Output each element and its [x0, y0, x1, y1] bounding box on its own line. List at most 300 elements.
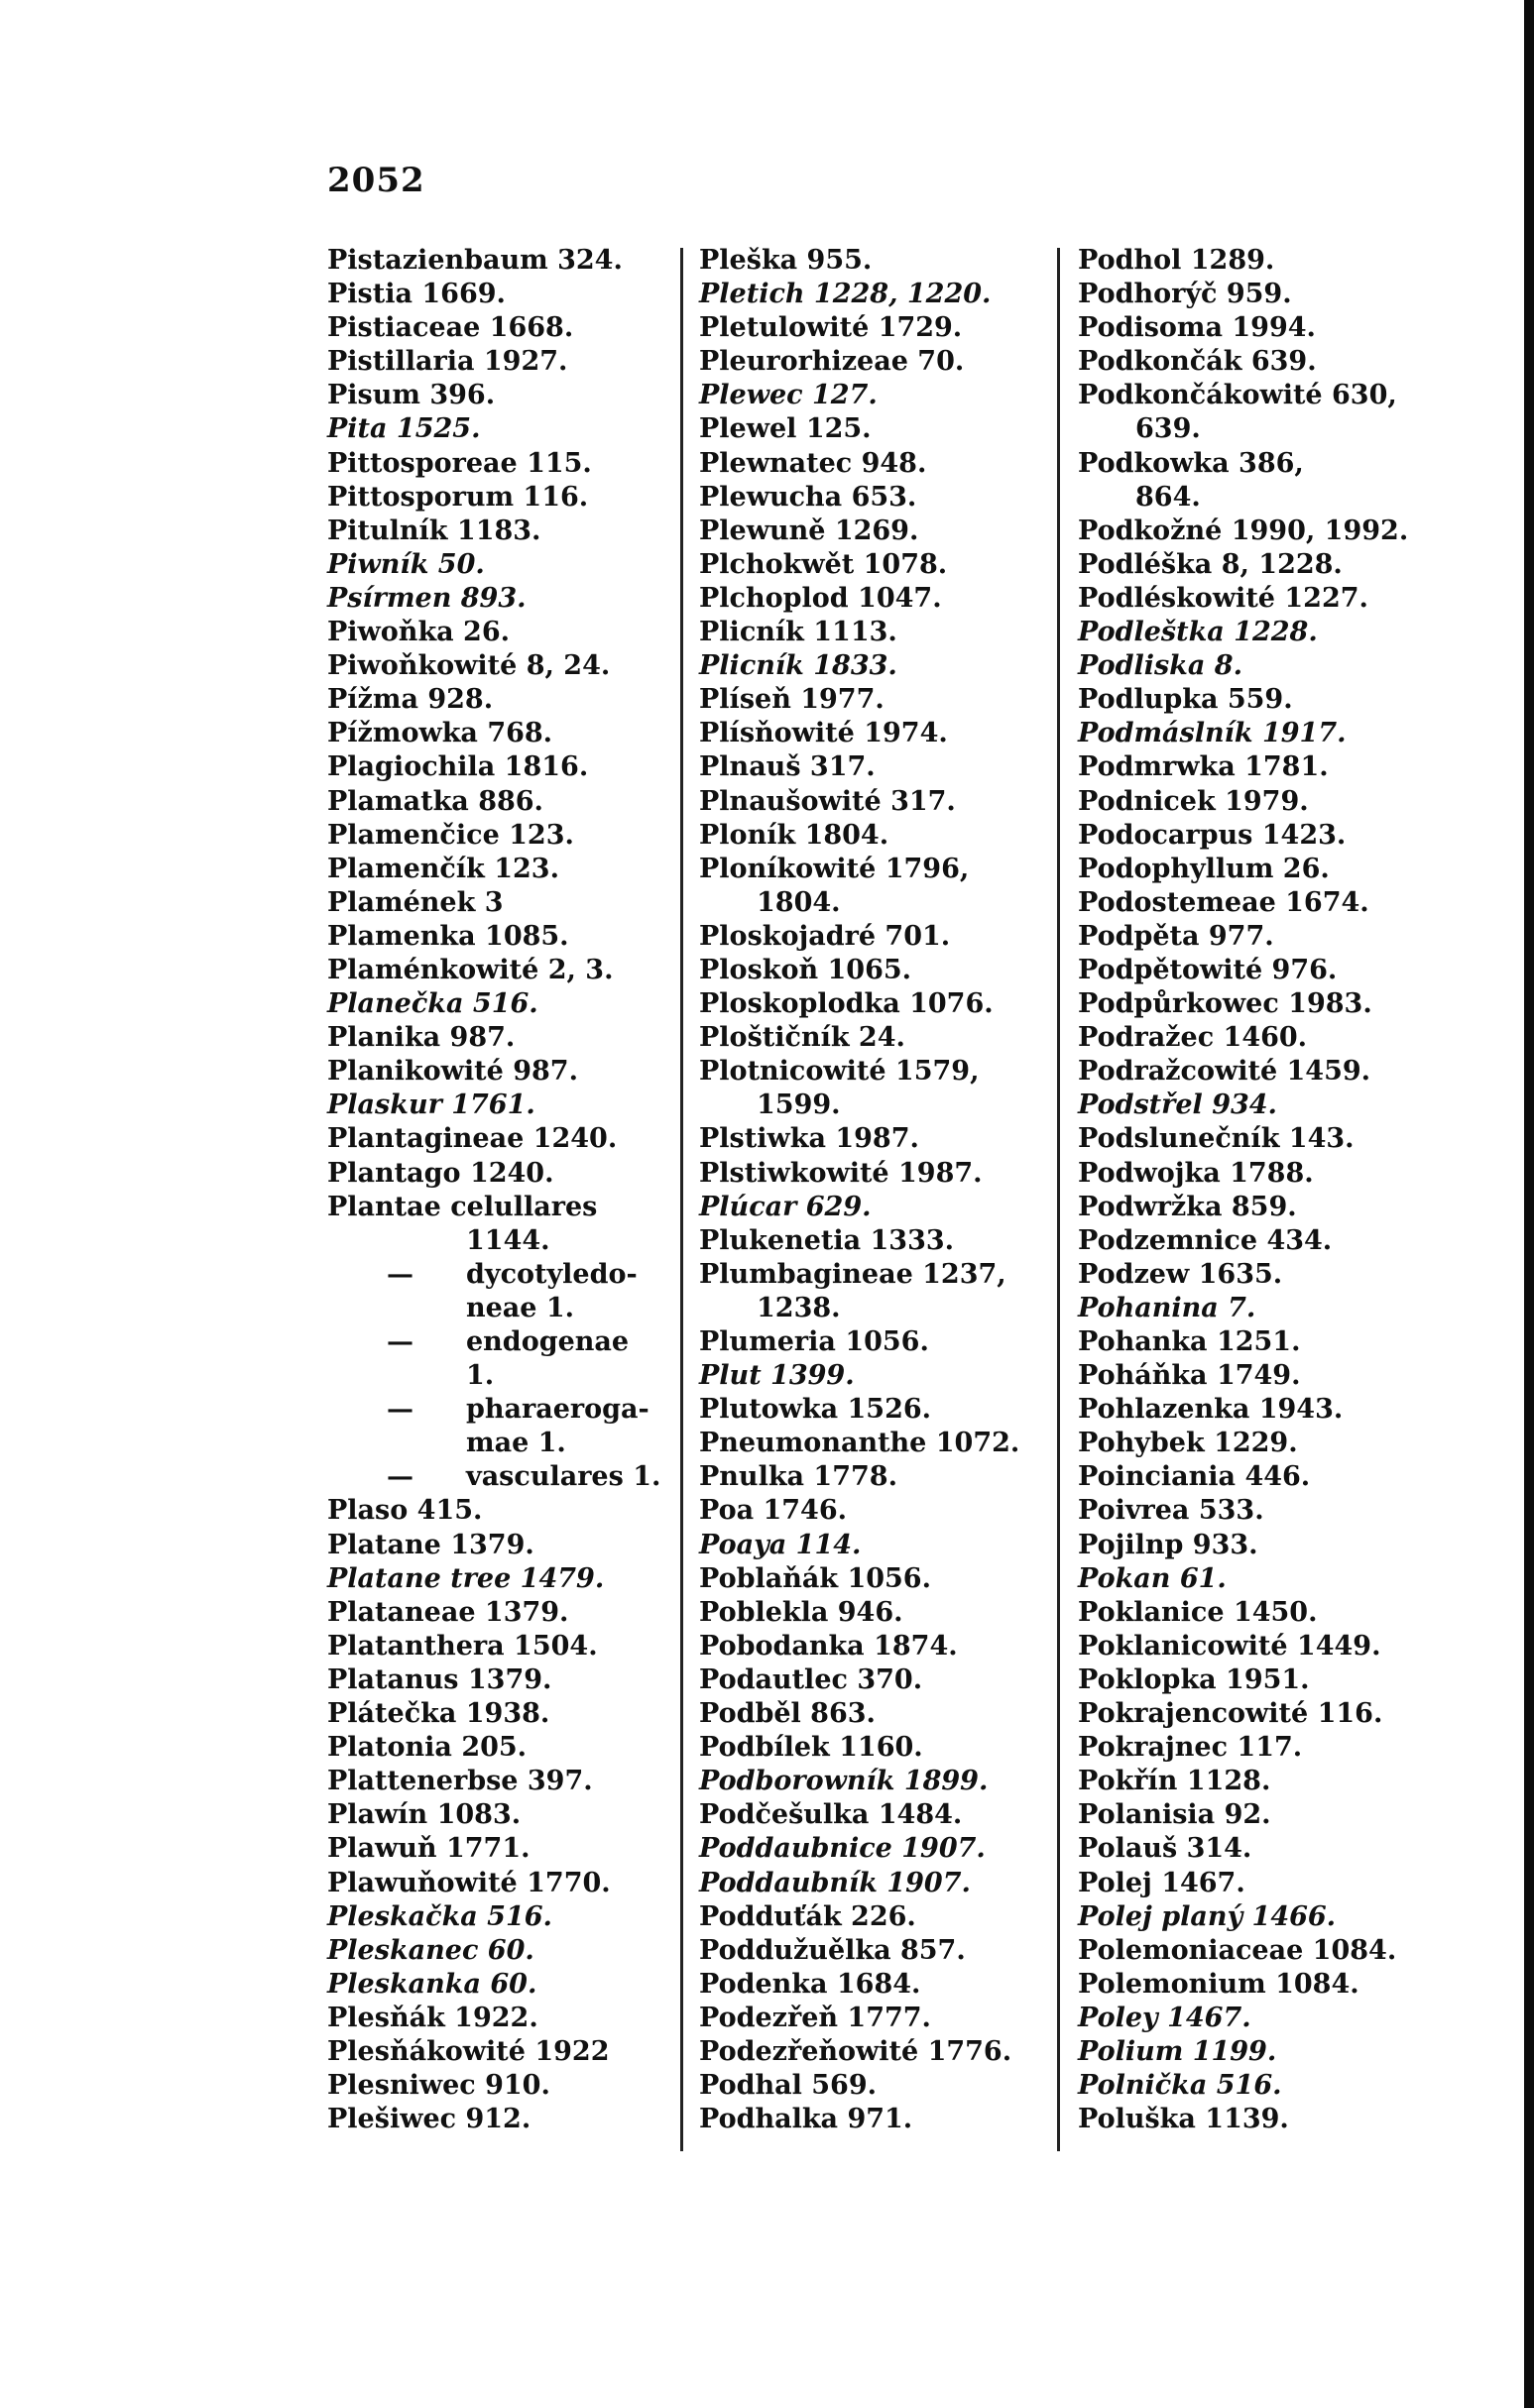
- index-entry: [327, 412, 674, 446]
- index-entry: [327, 311, 674, 345]
- index-entry-text: Podlupka 559.: [1078, 684, 1293, 716]
- index-entry: [699, 1529, 1041, 1562]
- index-entry-text: Pížma 928.: [327, 684, 494, 716]
- index-entry: [1078, 2035, 1435, 2069]
- index-entry: [699, 1562, 1041, 1596]
- index-entry-text: Ploskoň 1065.: [699, 954, 912, 985]
- index-entry: [327, 1089, 674, 1122]
- index-entry-text: Pížmowka 768.: [327, 718, 553, 749]
- index-entry-text: Polanisia 92.: [1078, 1799, 1271, 1831]
- index-entry-text: Plamenka 1085.: [327, 920, 569, 952]
- index-entry: [327, 683, 674, 717]
- index-entry-text: Poluška 1139.: [1078, 2104, 1289, 2135]
- index-entry: [1078, 1900, 1435, 1934]
- index-entry-text: Podzemnice 434.: [1078, 1224, 1333, 1256]
- index-entry-text: Pletulowité 1729.: [699, 312, 963, 344]
- index-entry: [699, 1663, 1041, 1697]
- index-entry-text: Polej planý 1466.: [1078, 1900, 1337, 1932]
- dash-marker: —: [387, 1461, 413, 1493]
- index-entry-text: Poklanicowité 1449.: [1078, 1630, 1381, 1662]
- index-entry: [327, 1021, 674, 1055]
- index-entry: [699, 1832, 1041, 1866]
- index-entry-text: Psírmen 893.: [327, 582, 527, 614]
- index-entry: [327, 785, 674, 819]
- index-entry: [327, 447, 674, 481]
- index-entry: [699, 1798, 1041, 1832]
- index-entry: [699, 1596, 1041, 1630]
- index-entry: [699, 1968, 1041, 2002]
- index-column-3: [1078, 244, 1435, 2136]
- index-entry: [1078, 785, 1435, 819]
- index-entry-text: Poivrea 533.: [1078, 1495, 1264, 1527]
- index-entry-text: Podpěta 977.: [1078, 920, 1274, 952]
- index-entry: [699, 886, 1041, 920]
- index-entry-text: Platane tree 1479.: [327, 1562, 605, 1594]
- index-entry: [1078, 1359, 1435, 1393]
- index-entry: [699, 278, 1041, 311]
- index-entry-text: Podliska 8.: [1078, 650, 1242, 682]
- index-entry: [699, 1292, 1041, 1325]
- index-entry-text: Podezřeň 1777.: [699, 2002, 931, 2033]
- index-entry-text: Plnaušowité 317.: [699, 785, 956, 817]
- dash-marker: —: [387, 1326, 413, 1357]
- index-entry-text: Plúcar 629.: [699, 1191, 872, 1222]
- index-entry: [1078, 1122, 1435, 1156]
- index-entry-text: Pletich 1228, 1220.: [699, 279, 992, 310]
- index-entry-text: Piwoňkowité 8, 24.: [327, 650, 611, 682]
- index-entry-text: Podléška 8, 1228.: [1078, 548, 1343, 580]
- index-entry-text: Ploskoplodka 1076.: [699, 988, 994, 1020]
- index-entry: [1078, 1596, 1435, 1630]
- index-entry: [327, 1157, 674, 1191]
- index-entry-text: Podmrwka 1781.: [1078, 751, 1329, 783]
- index-entry-text: Plut 1399.: [699, 1360, 855, 1392]
- index-entry-text: Plewuně 1269.: [699, 515, 919, 546]
- index-entry: [327, 649, 674, 683]
- index-entry: [699, 1630, 1041, 1663]
- index-entry: [699, 819, 1041, 853]
- index-entry: [327, 1630, 674, 1663]
- index-entry-text: Polauš 314.: [1078, 1833, 1252, 1865]
- index-entry: [327, 481, 674, 515]
- index-entry: [1078, 1832, 1435, 1866]
- index-entry: [327, 345, 674, 379]
- index-entry-text: Podnicek 1979.: [1078, 785, 1309, 817]
- index-entry-text: Plagiochila 1816.: [327, 751, 589, 783]
- index-entry: [699, 1191, 1041, 1224]
- index-entry: [699, 1325, 1041, 1359]
- index-entry: [327, 987, 674, 1021]
- index-entry-text: Poinciania 446.: [1078, 1461, 1311, 1493]
- index-entry: [1078, 1562, 1435, 1596]
- index-entry-text: Pokrajencowité 116.: [1078, 1698, 1383, 1730]
- index-entry: [1078, 1697, 1435, 1731]
- index-entry: [327, 1765, 674, 1798]
- index-entry: [327, 582, 674, 616]
- index-entry: [1078, 412, 1435, 446]
- index-entry: [1078, 717, 1435, 750]
- index-entry: [1078, 1292, 1435, 1325]
- index-entry: [1078, 1157, 1435, 1191]
- index-entry-text: Podražec 1460.: [1078, 1022, 1308, 1054]
- index-entry-text: Ploník 1804.: [699, 819, 889, 851]
- index-entry: [699, 481, 1041, 515]
- index-entry-text: Poa 1746.: [699, 1495, 848, 1527]
- index-entry-text: Podstřel 934.: [1078, 1089, 1277, 1121]
- index-entry-text: Platane 1379.: [327, 1529, 534, 1560]
- index-entry: [1078, 649, 1435, 683]
- index-entry-text: Poháňka 1749.: [1078, 1360, 1301, 1392]
- index-entry-text: Plewec 127.: [699, 380, 878, 411]
- index-entry: [1078, 1325, 1435, 1359]
- index-entry: [1078, 886, 1435, 920]
- index-entry-text: Pobodanka 1874.: [699, 1630, 958, 1662]
- index-entry-text: Planečka 516.: [327, 988, 538, 1020]
- index-entry-text: Plantagineae 1240.: [327, 1123, 618, 1155]
- index-entry-text: Plaskur 1761.: [327, 1089, 535, 1121]
- index-entry: [699, 2103, 1041, 2136]
- index-entry: [1078, 954, 1435, 987]
- index-entry-text: Podčešulka 1484.: [699, 1799, 963, 1831]
- index-entry-text: Podenka 1684.: [699, 1968, 921, 2000]
- index-entry-text: Podhalka 971.: [699, 2104, 913, 2135]
- index-entry-text: Pleskačka 516.: [327, 1900, 552, 1932]
- index-entry: [699, 1122, 1041, 1156]
- index-entry-text: pharaeroga-: [466, 1394, 649, 1426]
- index-entry-text: Poddaubník 1907.: [699, 1867, 971, 1898]
- index-entry: [1078, 819, 1435, 853]
- index-entry-text: Podbílek 1160.: [699, 1732, 923, 1764]
- index-entry-text: Plewucha 653.: [699, 481, 917, 513]
- index-entry: [327, 1867, 674, 1900]
- index-entry: [1078, 1393, 1435, 1427]
- index-entry-text: Polemoniaceae 1084.: [1078, 1934, 1397, 1966]
- index-entry: [327, 1596, 674, 1630]
- index-entry-text: 1804.: [757, 886, 841, 918]
- index-entry-text: Plátečka 1938.: [327, 1698, 550, 1730]
- index-entry-text: Podmáslník 1917.: [1078, 718, 1347, 749]
- index-entry-text: Pittosporeae 115.: [327, 447, 592, 479]
- index-entry-text: Platanus 1379.: [327, 1663, 552, 1695]
- index-entry-text: Poblaňák 1056.: [699, 1562, 931, 1594]
- index-entry: [1078, 1731, 1435, 1765]
- index-entry-text: vasculares 1.: [466, 1461, 661, 1493]
- index-entry-text: Pohlazenka 1943.: [1078, 1394, 1344, 1426]
- index-entry: [1078, 1055, 1435, 1089]
- index-entry: [327, 1798, 674, 1832]
- index-entry: [1078, 447, 1435, 481]
- index-entry-text: Pistillaria 1927.: [327, 346, 568, 378]
- index-entry: [327, 1292, 674, 1325]
- index-entry: [699, 649, 1041, 683]
- index-entry: [1078, 582, 1435, 616]
- index-entry: [1078, 481, 1435, 515]
- index-entry: [327, 278, 674, 311]
- page-edge: [1524, 0, 1534, 2408]
- index-entry: [327, 886, 674, 920]
- column-divider: [680, 248, 683, 2151]
- index-entry-text: Poley 1467.: [1078, 2002, 1251, 2033]
- index-entry-text: Pistiaceae 1668.: [327, 312, 574, 344]
- index-entry: [1078, 548, 1435, 582]
- index-entry-text: Plesňákowité 1922: [327, 2035, 610, 2067]
- index-entry-text: dycotyledo-: [466, 1258, 638, 1290]
- index-entry-text: Pojilnp 933.: [1078, 1529, 1258, 1560]
- index-entry: [327, 750, 674, 784]
- index-entry-text: Plamének 3: [327, 886, 504, 918]
- index-entry-text: Pokan 61.: [1078, 1562, 1227, 1594]
- index-entry: [699, 1765, 1041, 1798]
- index-entry: [327, 616, 674, 649]
- index-entry-text: 639.: [1135, 413, 1201, 445]
- index-entry-text: Plawuňowité 1770.: [327, 1867, 611, 1898]
- index-entry: [327, 2035, 674, 2069]
- index-entry: [327, 2103, 674, 2136]
- index-entry: [327, 1325, 674, 1359]
- index-entry-text: Plesňák 1922.: [327, 2002, 538, 2033]
- index-entry-text: Pleurorhizeae 70.: [699, 346, 965, 378]
- index-entry-text: Ploštičník 24.: [699, 1022, 905, 1054]
- index-entry-text: 1599.: [757, 1089, 841, 1121]
- index-entry: [699, 1157, 1041, 1191]
- index-entry-text: Pita 1525.: [327, 413, 481, 445]
- index-entry-text: Plantago 1240.: [327, 1157, 554, 1189]
- index-entry: [1078, 1630, 1435, 1663]
- index-entry-text: Plawuň 1771.: [327, 1833, 531, 1865]
- index-entry: [327, 1494, 674, 1528]
- index-entry-text: Plantae celullares: [327, 1191, 598, 1222]
- index-entry: [699, 1494, 1041, 1528]
- index-entry: [699, 1934, 1041, 1968]
- index-entry: [1078, 1867, 1435, 1900]
- index-entry: [699, 1460, 1041, 1494]
- index-entry-text: Podslunečník 143.: [1078, 1123, 1355, 1155]
- index-entry: [327, 1258, 674, 1292]
- index-entry-text: Plawín 1083.: [327, 1799, 522, 1831]
- index-entry-text: Podostemeae 1674.: [1078, 886, 1369, 918]
- index-entry-text: Podkowka 386,: [1078, 447, 1304, 479]
- index-entry: [699, 1697, 1041, 1731]
- index-column-2: [699, 244, 1041, 2136]
- index-entry-text: Plukenetia 1333.: [699, 1224, 955, 1256]
- index-entry: [1078, 1258, 1435, 1292]
- index-entry: [327, 1968, 674, 2002]
- dash-marker: —: [387, 1258, 413, 1290]
- index-entry: [699, 1021, 1041, 1055]
- index-entry-text: Pisum 396.: [327, 380, 496, 411]
- index-entry: [699, 1359, 1041, 1393]
- index-entry: [1078, 1934, 1435, 1968]
- index-entry: [327, 1562, 674, 1596]
- index-entry-text: Podražcowité 1459.: [1078, 1056, 1371, 1088]
- index-entry-text: Planika 987.: [327, 1022, 516, 1054]
- index-entry: [699, 447, 1041, 481]
- index-entry-text: Podezřeňowité 1776.: [699, 2035, 1012, 2067]
- index-entry-text: Plumbagineae 1237,: [699, 1258, 1006, 1290]
- index-entry: [699, 1867, 1041, 1900]
- index-entry-text: Poaya 114.: [699, 1529, 862, 1560]
- index-entry-text: 1.: [466, 1360, 495, 1392]
- index-entry-text: Pistia 1669.: [327, 279, 506, 310]
- index-entry: [699, 785, 1041, 819]
- index-entry: [699, 244, 1041, 278]
- index-entry: [1078, 1460, 1435, 1494]
- index-entry-text: Podleštka 1228.: [1078, 617, 1318, 648]
- index-entry-text: Podkožné 1990, 1992.: [1078, 515, 1409, 546]
- index-entry-text: Polium 1199.: [1078, 2035, 1277, 2067]
- index-entry: [699, 750, 1041, 784]
- index-entry-text: Pneumonanthe 1072.: [699, 1428, 1020, 1459]
- index-entry: [699, 616, 1041, 649]
- index-entry-text: Pokřín 1128.: [1078, 1766, 1271, 1797]
- index-entry: [1078, 379, 1435, 412]
- index-entry-text: Plaménkowité 2, 3.: [327, 954, 614, 985]
- index-entry-text: Poddaubnice 1907.: [699, 1833, 986, 1865]
- index-entry: [327, 1224, 674, 1258]
- index-entry: [327, 1359, 674, 1393]
- index-entry: [1078, 987, 1435, 1021]
- index-entry: [327, 1191, 674, 1224]
- index-entry-text: Pokrajnec 117.: [1078, 1732, 1303, 1764]
- index-entry: [699, 2002, 1041, 2035]
- index-entry: [1078, 920, 1435, 954]
- index-entry: [1078, 345, 1435, 379]
- index-entry: [699, 515, 1041, 548]
- index-entry: [1078, 750, 1435, 784]
- index-column-1: [327, 244, 674, 2136]
- index-entry-text: Plattenerbse 397.: [327, 1766, 593, 1797]
- index-entry-text: Platonia 205.: [327, 1732, 528, 1764]
- index-entry: [699, 954, 1041, 987]
- column-divider: [1057, 248, 1060, 2151]
- index-entry-text: Podwojka 1788.: [1078, 1157, 1314, 1189]
- index-entry: [327, 1697, 674, 1731]
- index-entry: [1078, 1765, 1435, 1798]
- index-entry-text: Podisoma 1994.: [1078, 312, 1316, 344]
- index-entry-text: Pleška 955.: [699, 245, 873, 276]
- index-entry-text: Pittosporum 116.: [327, 481, 589, 513]
- index-entry-text: Podpětowité 976.: [1078, 954, 1338, 985]
- index-entry: [1078, 853, 1435, 886]
- index-entry-text: Piwník 50.: [327, 548, 485, 580]
- index-entry-text: 864.: [1135, 481, 1201, 513]
- index-entry-text: Plísňowité 1974.: [699, 718, 948, 749]
- index-entry: [699, 412, 1041, 446]
- index-entry-text: Plataneae 1379.: [327, 1596, 569, 1628]
- index-entry: [327, 1832, 674, 1866]
- index-entry-text: Plicník 1113.: [699, 617, 897, 648]
- index-entry-text: mae 1.: [466, 1428, 566, 1459]
- index-entry: [327, 717, 674, 750]
- index-entry: [699, 2035, 1041, 2069]
- index-entry: [1078, 515, 1435, 548]
- index-entry: [699, 987, 1041, 1021]
- index-entry: [327, 920, 674, 954]
- index-entry: [699, 1258, 1041, 1292]
- dash-marker: —: [387, 1394, 413, 1426]
- index-entry-text: Pohybek 1229.: [1078, 1428, 1298, 1459]
- index-entry-text: Plicník 1833.: [699, 650, 897, 682]
- index-entry: [327, 954, 674, 987]
- index-entry-text: Plutowka 1526.: [699, 1394, 932, 1426]
- index-entry-text: endogenae: [466, 1326, 630, 1357]
- index-entry: [327, 1427, 674, 1460]
- index-entry: [699, 345, 1041, 379]
- index-entry-text: Pistazienbaum 324.: [327, 245, 623, 276]
- index-entry-text: Plumeria 1056.: [699, 1326, 929, 1357]
- index-entry: [1078, 2002, 1435, 2035]
- index-entry: [1078, 278, 1435, 311]
- index-entry-text: Podborowník 1899.: [699, 1766, 989, 1797]
- index-entry: [1078, 2069, 1435, 2103]
- index-entry-text: Podzew 1635.: [1078, 1258, 1283, 1290]
- index-entry-text: Podduťák 226.: [699, 1900, 916, 1932]
- page-number: 2052: [327, 161, 425, 200]
- index-entry: [699, 1089, 1041, 1122]
- index-entry-text: Plesniwec 910.: [327, 2070, 550, 2102]
- index-entry: [327, 548, 674, 582]
- index-entry-text: Plamenčík 123.: [327, 853, 559, 884]
- index-entry: [699, 548, 1041, 582]
- index-entry: [699, 379, 1041, 412]
- index-entry-text: Poklopka 1951.: [1078, 1663, 1310, 1695]
- index-entry: [1078, 1494, 1435, 1528]
- index-entry: [1078, 244, 1435, 278]
- index-entry-text: Plewel 125.: [699, 413, 872, 445]
- index-entry-text: Podkončák 639.: [1078, 346, 1317, 378]
- index-entry: [1078, 2103, 1435, 2136]
- index-entry: [327, 819, 674, 853]
- index-entry-text: Podběl 863.: [699, 1698, 876, 1730]
- index-entry: [699, 683, 1041, 717]
- index-entry-text: Podhal 569.: [699, 2070, 878, 2102]
- index-entry-text: Platanthera 1504.: [327, 1630, 598, 1662]
- index-entry: [1078, 1798, 1435, 1832]
- index-entry-text: Podhorýč 959.: [1078, 279, 1292, 310]
- index-entry: [699, 1900, 1041, 1934]
- index-entry-text: Plstiwka 1987.: [699, 1123, 919, 1155]
- index-entry-text: Pohanka 1251.: [1078, 1326, 1301, 1357]
- index-entry: [1078, 311, 1435, 345]
- index-entry: [1078, 616, 1435, 649]
- index-entry: [327, 1393, 674, 1427]
- index-entry-text: Podléskowité 1227.: [1078, 582, 1368, 614]
- index-entry: [699, 311, 1041, 345]
- index-entry: [1078, 1191, 1435, 1224]
- index-entry-text: 1144.: [466, 1224, 550, 1256]
- index-entry: [1078, 1089, 1435, 1122]
- index-entry-text: Plaso 415.: [327, 1495, 483, 1527]
- index-entry-text: Plchokwět 1078.: [699, 548, 948, 580]
- index-entry-text: Plamenčice 123.: [327, 819, 574, 851]
- index-entry: [699, 1393, 1041, 1427]
- index-entry-text: Ploskojadré 701.: [699, 920, 951, 952]
- index-entry: [699, 1224, 1041, 1258]
- index-entry-text: Polej 1467.: [1078, 1867, 1245, 1898]
- index-entry: [699, 1427, 1041, 1460]
- index-entry: [1078, 1427, 1435, 1460]
- index-entry-text: 1238.: [757, 1292, 841, 1323]
- index-entry: [1078, 1968, 1435, 2002]
- index-entry-text: Pitulník 1183.: [327, 515, 541, 546]
- index-entry-text: Ploníkowité 1796,: [699, 853, 970, 884]
- index-entry-text: Polemonium 1084.: [1078, 1968, 1359, 2000]
- index-entry: [327, 1731, 674, 1765]
- index-entry: [699, 2069, 1041, 2103]
- index-entry: [699, 1055, 1041, 1089]
- index-entry-text: Plchoplod 1047.: [699, 582, 942, 614]
- index-entry: [327, 2002, 674, 2035]
